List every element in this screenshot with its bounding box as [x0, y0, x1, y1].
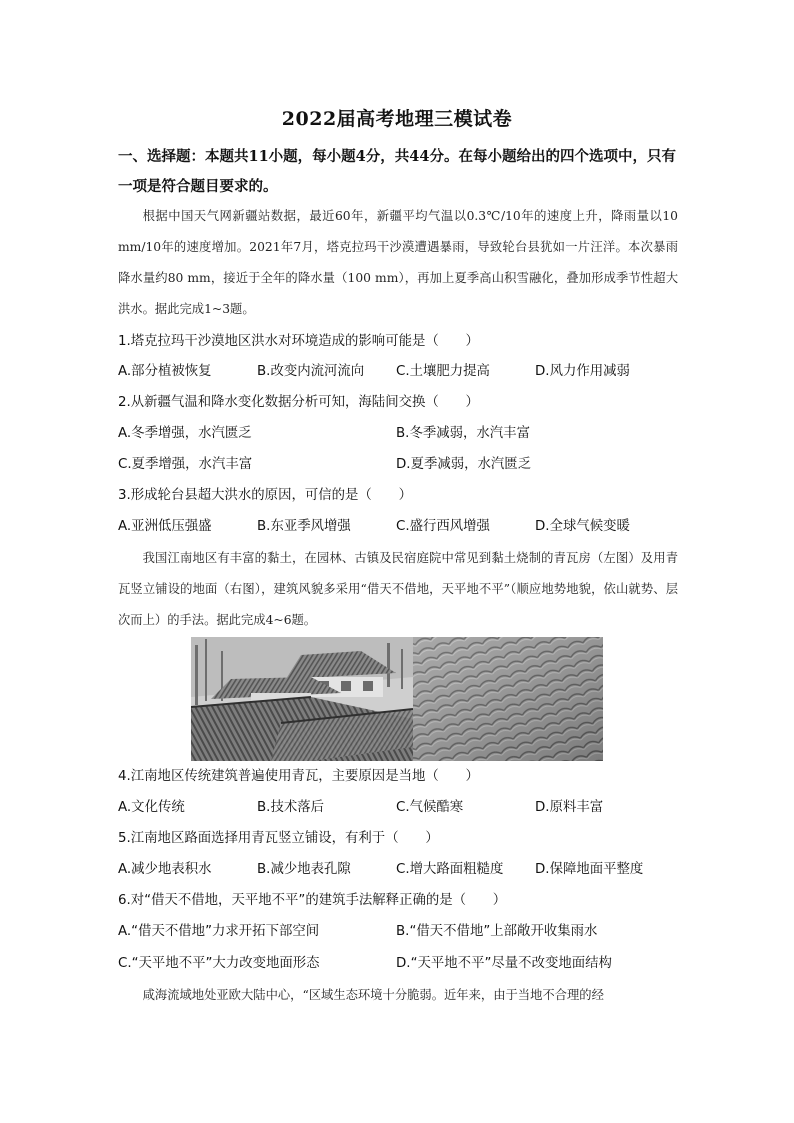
question-2-options-row1	[118, 424, 688, 444]
q2-option-c[interactable]: C.夏季增强，水汽丰富	[118, 457, 253, 472]
q3-option-d[interactable]: D.全球气候变暖	[535, 519, 630, 534]
q5-option-c[interactable]: C.增大路面粗糙度	[396, 862, 504, 877]
page-title: 2022届高考地理三模试卷	[281, 108, 513, 130]
q5-option-d[interactable]: D.保障地面平整度	[535, 862, 644, 877]
q1-option-d[interactable]: D.风力作用减弱	[535, 364, 630, 379]
q3-option-a[interactable]: A.亚洲低压强盛	[118, 519, 212, 534]
q1-option-a[interactable]: A.部分植被恢复	[118, 364, 212, 379]
q3-option-b[interactable]: B.东亚季风增强	[257, 519, 351, 534]
q1-option-b[interactable]: B.改变内流河流向	[257, 364, 365, 379]
question-1-stem: 1.塔克拉玛干沙漠地区洪水对环境造成的影响可能是（ ）	[118, 334, 479, 349]
q6-option-a[interactable]: A.“借天不借地”力求开拓下部空间	[118, 924, 320, 939]
q2-option-b[interactable]: B.冬季减弱，水汽丰富	[396, 426, 530, 441]
q4-option-a[interactable]: A.文化传统	[118, 800, 185, 815]
question-1-options	[118, 362, 688, 382]
q5-option-a[interactable]: A.减少地表积水	[118, 862, 212, 877]
figure-photos	[191, 637, 603, 761]
q4-option-b[interactable]: B.技术落后	[257, 800, 325, 815]
tile-roof-house-photo	[191, 637, 413, 761]
q4-option-d[interactable]: D.原料丰富	[535, 800, 604, 815]
q6-option-b[interactable]: B.“借天不借地”上部敞开收集雨水	[396, 924, 598, 939]
question-6-options-row2	[118, 954, 688, 974]
q2-option-d[interactable]: D.夏季减弱，水汽匮乏	[396, 457, 532, 472]
question-4-options	[118, 798, 688, 818]
q5-option-b[interactable]: B.减少地表孔隙	[257, 862, 351, 877]
q3-option-c[interactable]: C.盛行西风增强	[396, 519, 490, 534]
question-6-options-row1	[118, 922, 688, 942]
question-6-stem: 6.对“借天不借地，天平地不平”的建筑手法解释正确的是（ ）	[118, 893, 507, 908]
q2-option-a[interactable]: A.冬季增强，水汽匮乏	[118, 426, 252, 441]
question-3-stem: 3.形成轮台县超大洪水的原因，可信的是（ ）	[118, 488, 412, 503]
q1-option-c[interactable]: C.土壤肥力提高	[396, 364, 490, 379]
question-3-options	[118, 517, 688, 537]
question-2-stem: 2.从新疆气温和降水变化数据分析可知，海陆间交换（ ）	[118, 395, 479, 410]
question-2-options-row2	[118, 455, 688, 475]
passage-xinjiang: 根据中国天气网新疆站数据，最近60年，新疆平均气温以0.3℃/10年的速度上升，降雨量以10 mm/10年的速度增加。2021年7月，塔克拉玛干沙漠遭遇暴雨，导致轮台县犹如一片汪洋。本次暴雨降水量约80 mm，接近于全年的降水量（100 mm），再加上夏季高山积雪融化，叠加形成季节性超大洪水。据此完成1~3题。	[118, 209, 678, 316]
q6-option-d[interactable]: D.“天平地不平”尽量不改变地面结构	[396, 956, 612, 971]
question-5-options	[118, 860, 688, 880]
question-5-stem: 5.江南地区路面选择用青瓦竖立铺设，有利于（ ）	[118, 831, 439, 846]
q6-option-c[interactable]: C.“天平地不平”大力改变地面形态	[118, 956, 320, 971]
passage-aral-sea: 咸海流域地处亚欧大陆中心，“区域生态环境十分脆弱。近年来，由于当地不合理的经	[142, 988, 604, 1002]
passage-jiangnan: 我国江南地区有丰富的黏土，在园林、古镇及民宿庭院中常见到黏土烧制的青瓦房（左图）及用青瓦竖立铺设的地面（右图），建筑风貌多采用“借天不借地，天平地不平”（顺应地势地貌，依山就势、层次而上）的手法。据此完成4~6题。	[118, 551, 678, 627]
question-4-stem: 4.江南地区传统建筑普遍使用青瓦，主要原因是当地（ ）	[118, 769, 479, 784]
q4-option-c[interactable]: C.气候酷寒	[396, 800, 464, 815]
section-heading: 一、选择题：本题共11小题，每小题4分，共44分。在每小题给出的四个选项中，只有一项是符合题目要求的。	[118, 148, 676, 195]
tile-paved-ground-photo	[413, 637, 603, 761]
